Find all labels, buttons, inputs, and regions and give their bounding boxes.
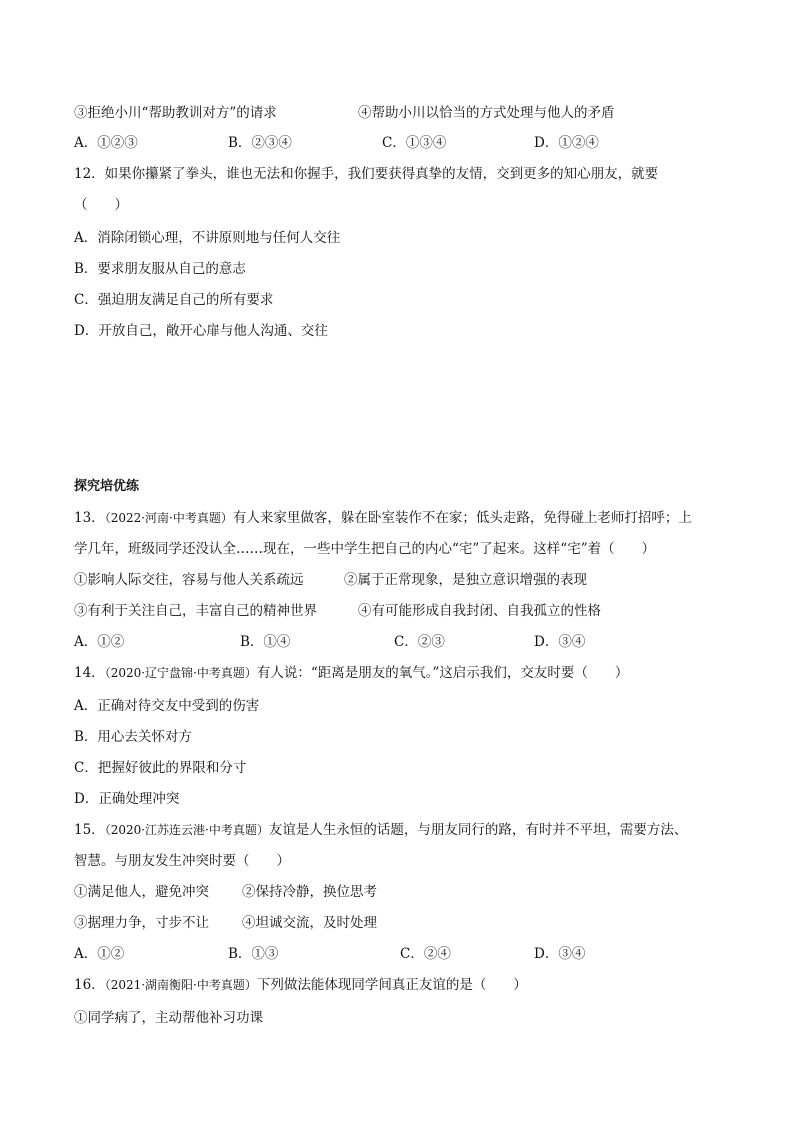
q11-item-4: ④帮助小川以恰当的方式处理与他人的矛盾	[358, 105, 615, 121]
q16-stem-text: 下列做法能体现同学间真正友谊的是（ ）	[256, 977, 527, 993]
q15-number: 15．	[74, 822, 105, 838]
q13-source: （2022·河南·中考真题）	[104, 511, 233, 525]
q14-option-d: D．正确处理冲突	[74, 791, 180, 807]
q13-item-3: ③有利于关注自己，丰富自己的精神世界	[74, 603, 317, 619]
q15-item-3: ③据理力争，寸步不让	[74, 915, 209, 931]
q15-item-1: ①满足他人，避免冲突	[74, 884, 209, 900]
q14-number: 14．	[74, 665, 105, 681]
q13-option-c: C．②③	[394, 634, 445, 650]
q15-stem-line1	[74, 821, 687, 839]
q13-option-b: B．①④	[240, 634, 291, 650]
section-title: 探究培优练	[74, 479, 140, 494]
q15-source: （2020·江苏连云港·中考真题）	[104, 823, 269, 837]
q12-option-b: B．要求朋友服从自己的意志	[74, 261, 246, 277]
q13-stem-line1	[74, 509, 692, 527]
q13-item-1: ①影响人际交往，容易与他人关系疏远	[74, 572, 304, 588]
q13-item-2: ②属于正常现象，是独立意识增强的表现	[344, 572, 587, 588]
q14-option-c: C．把握好彼此的界限和分寸	[74, 760, 247, 776]
q15-stem-line2: 智慧。与朋友发生冲突时要（ ）	[74, 853, 290, 869]
q14-stem-text: 有人说：“距离是朋友的氧气。”这启示我们，交友时要（ ）	[256, 665, 629, 681]
q15-option-a: A．①②	[74, 946, 125, 962]
q14-source: （2020·辽宁盘锦·中考真题）	[104, 666, 257, 680]
q15-item-2: ②保持冷静，换位思考	[242, 884, 377, 900]
q16-item-1: ①同学病了，主动帮他补习功课	[74, 1010, 263, 1026]
q13-item-4: ④有可能形成自我封闭、自我孤立的性格	[358, 603, 601, 619]
q13-number: 13．	[74, 510, 105, 526]
q15-item-4: ④坦诚交流，及时处理	[242, 915, 377, 931]
q16-source: （2021·湖南衡阳·中考真题）	[104, 978, 257, 992]
q13-option-d: D．③④	[534, 634, 586, 650]
q14-option-a: A．正确对待交友中受到的伤害	[74, 698, 260, 714]
q15-stem-text: 友谊是人生永恒的话题，与朋友同行的路，有时并不平坦，需要方法、	[268, 822, 688, 838]
q14-stem	[74, 664, 628, 682]
q13-stem-text: 有人来家里做客，躲在卧室装作不在家；低头走路，免得碰上老师打招呼；上	[232, 510, 692, 526]
q11-option-b: B．②③④	[228, 135, 292, 151]
q12-option-c: C．强迫朋友满足自己的所有要求	[74, 292, 274, 308]
q16-stem	[74, 976, 527, 994]
q12-answer-blank: （ ）	[74, 197, 128, 213]
q13-stem-line2: 学几年，班级同学还没认全……现在，一些中学生把自己的内心“宅”了起来。这样“宅”着（ ）	[74, 541, 656, 557]
q12-option-d: D．开放自己，敞开心扉与他人沟通、交往	[74, 323, 328, 339]
q15-option-d: D．③④	[534, 946, 586, 962]
q11-item-3: ③拒绝小川“帮助教训对方”的请求	[74, 105, 277, 121]
q15-option-b: B．①③	[228, 946, 279, 962]
q13-option-a: A．①②	[74, 634, 125, 650]
q14-option-b: B．用心去关怀对方	[74, 729, 192, 745]
q16-number: 16．	[74, 977, 105, 993]
q15-option-c: C．②④	[400, 946, 451, 962]
q11-option-c: C．①③④	[382, 135, 447, 151]
q11-option-d: D．①②④	[534, 135, 599, 151]
q11-option-a: A．①②③	[74, 135, 138, 151]
q12-option-a: A．消除闭锁心理，不讲原则地与任何人交往	[74, 230, 341, 246]
q12-stem: 12．如果你攥紧了拳头，谁也无法和你握手，我们要获得真挚的友情，交到更多的知心朋友，就要	[74, 166, 659, 182]
